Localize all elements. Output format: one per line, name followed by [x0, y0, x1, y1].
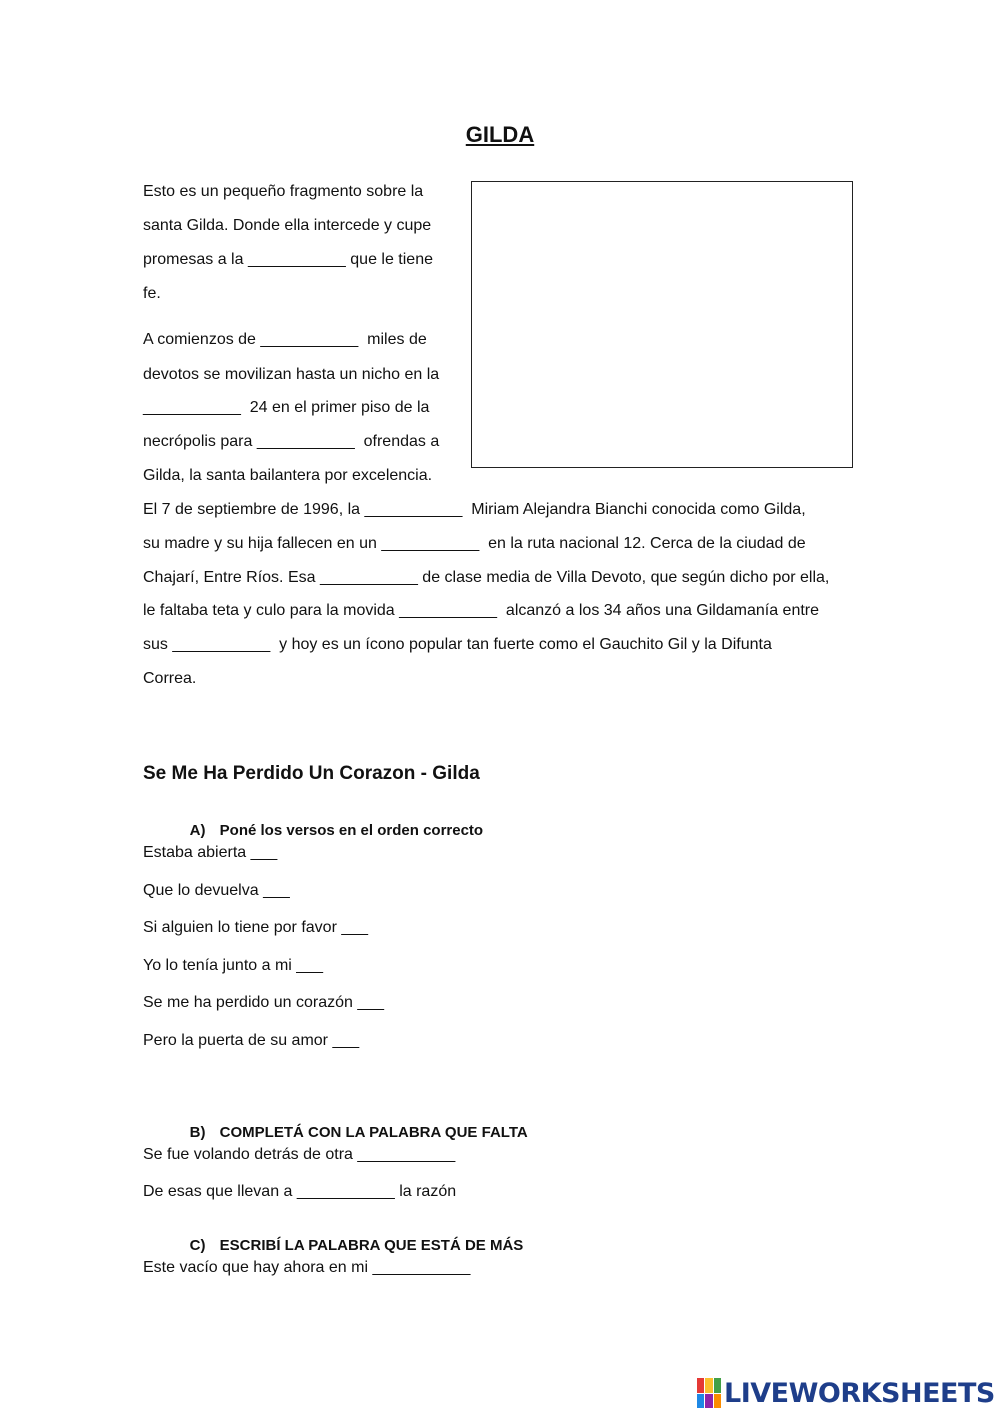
paragraph2-line: devotos se movilizan hasta un nicho en la [143, 366, 440, 383]
paragraph3-line: su madre y su hija fallecen en un ___________ en la ruta nacional 12. Cerca de la ciudad de [143, 535, 806, 552]
paragraph2-line: Gilda, la santa bailantera por excelencia. [143, 467, 433, 484]
section-a-text: Poné los versos en el orden correcto [219, 822, 484, 839]
verse-item: Se me ha perdido un corazón ___ [143, 994, 385, 1011]
liveworksheets-logo [697, 1376, 995, 1410]
paragraph3-line: sus ___________ y hoy es un ícono popular tan fuerte como el Gauchito Gil y la Difunta [143, 636, 772, 653]
fill-item: De esas que llevan a ___________ la razón [143, 1183, 457, 1200]
section-c-label: C) [189, 1237, 206, 1254]
section-a-label: A) [189, 822, 206, 839]
liveworksheets-logo-icon [697, 1378, 721, 1408]
verse-item: Si alguien lo tiene por favor ___ [143, 919, 369, 936]
section-c-text: ESCRIBÍ LA PALABRA QUE ESTÁ DE MÁS [219, 1237, 524, 1254]
verse-item: Pero la puerta de su amor ___ [143, 1032, 360, 1049]
verse-item: Yo lo tenía junto a mi ___ [143, 957, 323, 974]
intro-line: fe. [143, 285, 161, 302]
paragraph2-line: necrópolis para ___________ ofrendas a [143, 433, 440, 450]
intro-line: promesas a la ___________ que le tiene [143, 251, 433, 268]
verse-item: Estaba abierta ___ [143, 844, 278, 861]
paragraph2-line: A comienzos de ___________ miles de [143, 331, 427, 348]
paragraph2-line: ___________ 24 en el primer piso de la [143, 399, 430, 416]
intro-line: santa Gilda. Donde ella intercede y cupe [143, 217, 432, 234]
extra-word-item: Este vacío que hay ahora en mi ___________ [143, 1259, 471, 1276]
song-title: Se Me Ha Perdido Un Corazon - Gilda [143, 763, 480, 784]
verse-item: Que lo devuelva ___ [143, 882, 290, 899]
section-b-label: B) [189, 1124, 206, 1141]
paragraph3-line: Chajarí, Entre Ríos. Esa ___________ de clase media de Villa Devoto, que según dicho por ella, [143, 569, 830, 586]
page-title: GILDA [465, 122, 535, 147]
paragraph3-line: le faltaba teta y culo para la movida ___________ alcanzó a los 34 años una Gildamanía entre [143, 602, 820, 619]
paragraph3-line: Correa. [143, 670, 197, 687]
logo-text: LIVEWORKSHEETS [724, 1377, 995, 1409]
fill-item: Se fue volando detrás de otra ___________ [143, 1146, 456, 1163]
intro-line: Esto es un pequeño fragmento sobre la [143, 183, 424, 200]
section-b-text: COMPLETÁ CON LA PALABRA QUE FALTA [219, 1124, 528, 1141]
paragraph3-line: El 7 de septiembre de 1996, la ___________ Miriam Alejandra Bianchi conocida como Gilda, [143, 501, 806, 518]
image-placeholder-box [471, 181, 853, 468]
